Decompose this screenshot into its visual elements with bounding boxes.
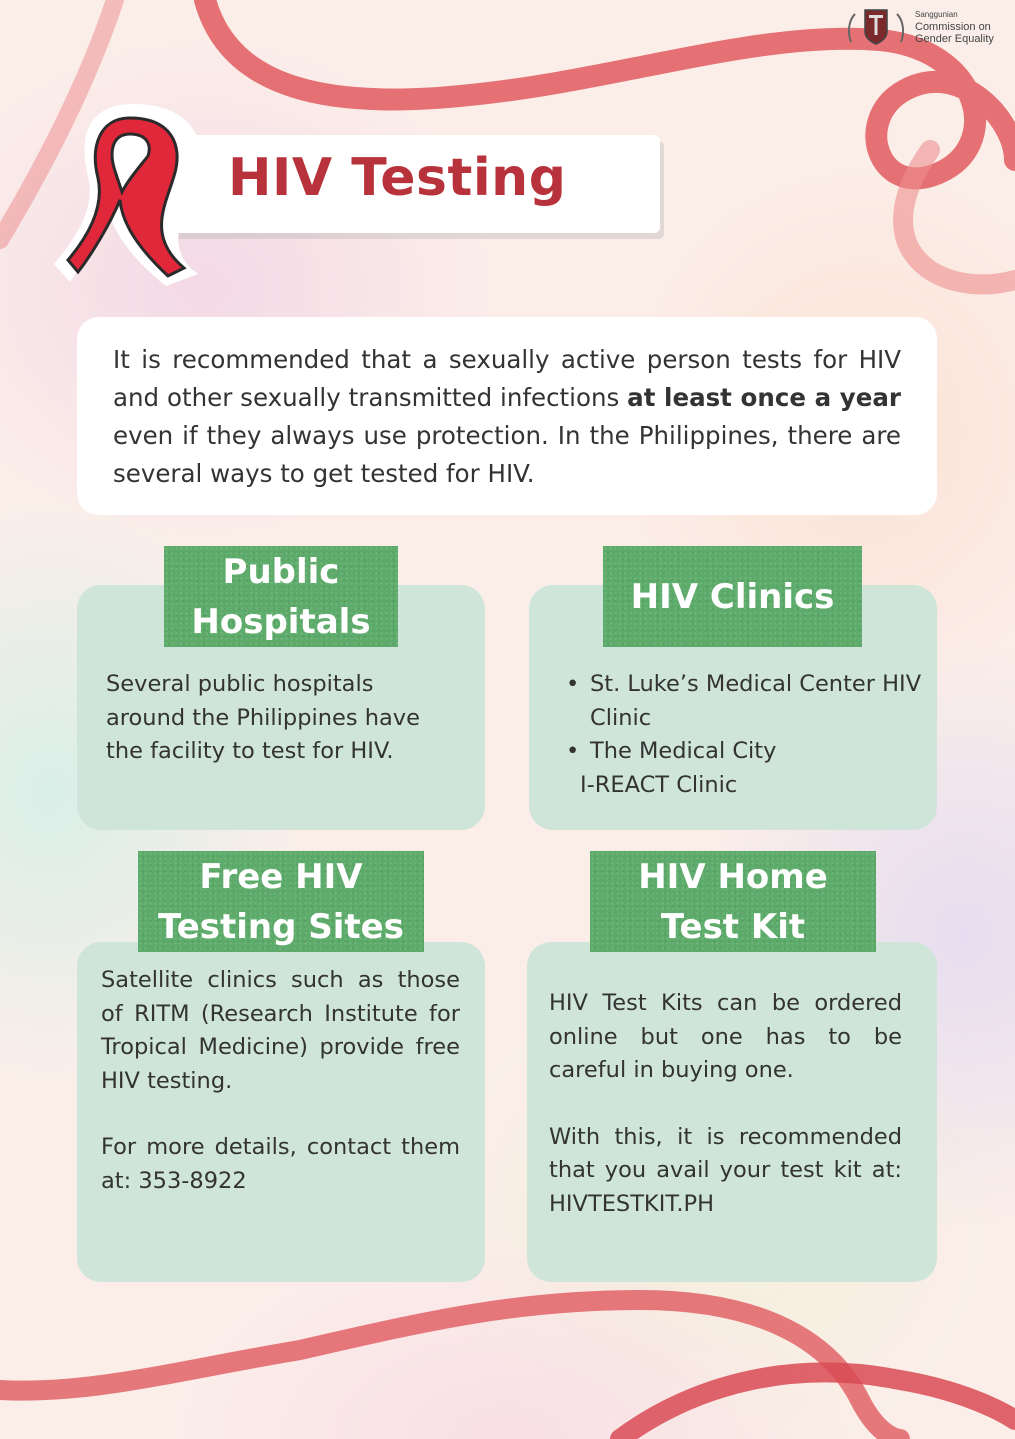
page-title: HIV Testing bbox=[228, 148, 567, 208]
heading-public-hospitals bbox=[164, 546, 398, 647]
list-item: • St. Luke’s Medical Center HIV Clinic bbox=[566, 668, 926, 735]
intro-text-2: even if they always use protection. In the Philippines, there are several ways to get tested for HIV. bbox=[113, 421, 901, 488]
heading-free-testing-line1: Free HIV bbox=[199, 856, 363, 897]
seal-icon bbox=[845, 6, 907, 48]
heading-public-hospitals-line1: Public bbox=[222, 551, 340, 592]
heading-hiv-clinics bbox=[603, 546, 862, 647]
logo-line-3: Gender Equality bbox=[915, 33, 994, 45]
organization-name bbox=[915, 9, 1015, 45]
intro-paragraph bbox=[113, 341, 901, 493]
free-testing-description: Satellite clinics such as those of RITM (Research Institute for Tropical Medicine) provide free HIV testing. bbox=[101, 967, 460, 1094]
public-hospitals-description: Several public hospitals around the Philippines have the facility to test for HIV. bbox=[106, 671, 420, 764]
clinic-list bbox=[566, 668, 926, 769]
list-item: • The Medical City bbox=[566, 735, 926, 769]
text-public-hospitals bbox=[106, 668, 458, 769]
heading-home-test-kit-line1: HIV Home bbox=[638, 856, 828, 897]
heading-free-testing bbox=[138, 851, 424, 952]
heading-hiv-clinics-text: HIV Clinics bbox=[630, 576, 835, 617]
logo-line-1: Sanggunian bbox=[915, 10, 958, 19]
intro-emphasis: at least once a year bbox=[627, 383, 901, 412]
home-kit-recommendation: With this, it is recommended that you avail your test kit at: HIVTESTKIT.PH bbox=[549, 1123, 902, 1217]
logo-line-2: Commission on bbox=[915, 21, 991, 33]
organization-logo bbox=[845, 6, 1015, 48]
clinic-extra-line: I-REACT Clinic bbox=[580, 771, 738, 798]
heading-free-testing-line2: Testing Sites bbox=[158, 906, 404, 947]
text-home-test-kit bbox=[549, 987, 902, 1221]
awareness-ribbon-icon bbox=[48, 96, 218, 292]
heading-home-test-kit-line2: Test Kit bbox=[660, 906, 806, 947]
home-kit-description: HIV Test Kits can be ordered online but one has to be careful in buying one. bbox=[549, 990, 902, 1083]
free-testing-contact: For more details, contact them at: 353-8922 bbox=[101, 1134, 460, 1194]
text-free-testing bbox=[101, 964, 460, 1198]
heading-home-test-kit bbox=[590, 851, 876, 952]
heading-public-hospitals-line2: Hospitals bbox=[191, 601, 371, 642]
intro-text-1: It is recommended that a sexually active person tests for HIV and other sexually transmitted infections bbox=[113, 345, 901, 412]
intro-box bbox=[77, 317, 937, 515]
text-hiv-clinics bbox=[566, 668, 926, 802]
